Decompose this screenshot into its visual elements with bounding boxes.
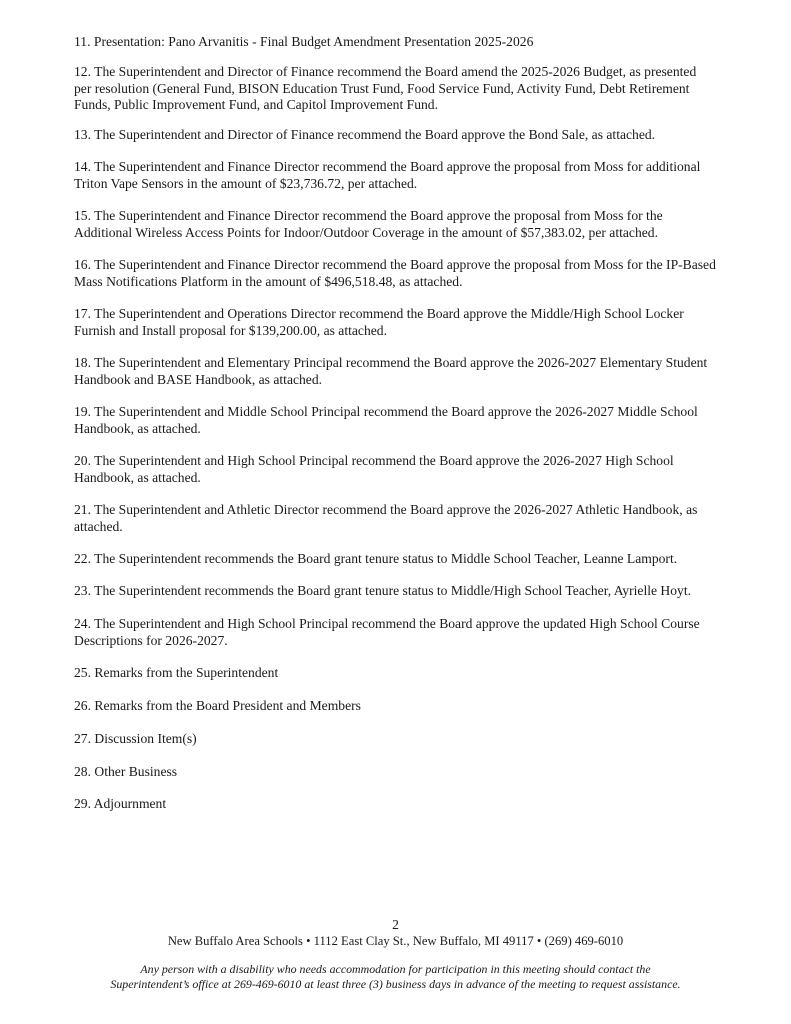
agenda-item-line: Handbook, as attached.: [74, 420, 201, 436]
accessibility-notice: [0, 962, 791, 992]
agenda-item-27: [74, 731, 744, 748]
agenda-item-24: [74, 616, 744, 649]
agenda-item-15: [74, 208, 744, 241]
agenda-item-line: Handbook and BASE Handbook, as attached.: [74, 371, 323, 387]
agenda-item-22: [74, 551, 744, 568]
agenda-item-18: [74, 355, 744, 388]
agenda-item-17: [74, 306, 744, 339]
agenda-item-13: [74, 127, 744, 144]
agenda-item-line: 25. Remarks from the Superintendent: [74, 665, 279, 680]
agenda-item-line: Handbook, as attached.: [74, 469, 201, 485]
agenda-item-line: 20. The Superintendent and High School Principal recommend the Board approve the 2026-2027 High School: [74, 453, 674, 468]
agenda-item-11: [74, 34, 744, 51]
footer-address-text: New Buffalo Area Schools • 1112 East Clay St., New Buffalo, MI 49117 • (269) 469-6010: [167, 934, 624, 948]
notice-line: Superintendent’s office at 269-469-6010 at least three (3) business days in advance of the meeting to request assistance.: [110, 977, 681, 991]
agenda-item-line: 29. Adjournment: [74, 796, 167, 811]
agenda-item-line: 18. The Superintendent and Elementary Principal recommend the Board approve the 2026-2027 Elementary Student: [74, 355, 708, 370]
agenda-item-26: [74, 698, 744, 715]
page-number: 2: [392, 917, 399, 932]
agenda-item-14: [74, 159, 744, 192]
agenda-item-line: 27. Discussion Item(s): [74, 731, 197, 746]
agenda-item-line: 28. Other Business: [74, 764, 178, 779]
agenda-item-28: [74, 764, 744, 781]
agenda-item-line: 14. The Superintendent and Finance Director recommend the Board approve the proposal from Moss for additional: [74, 159, 701, 174]
agenda-item-line: Mass Notifications Platform in the amount of $496,518.48, as attached.: [74, 273, 463, 289]
agenda-item-line: 11. Presentation: Pano Arvanitis - Final Budget Amendment Presentation 2025-2026: [74, 34, 534, 49]
agenda-item-line: 19. The Superintendent and Middle School Principal recommend the Board approve the 2026-2027 Middle School: [74, 404, 698, 419]
agenda-item-line: 23. The Superintendent recommends the Board grant tenure status to Middle/High School Teacher, Ayrielle Hoyt.: [74, 583, 692, 598]
agenda-item-line: 16. The Superintendent and Finance Director recommend the Board approve the proposal from Moss for the IP-Based: [74, 257, 716, 272]
agenda-item-20: [74, 453, 744, 486]
agenda-item-29: [74, 796, 744, 813]
agenda-item-12: [74, 64, 744, 114]
notice-line: Any person with a disability who needs accommodation for participation in this meeting should contact the: [140, 962, 651, 976]
footer-address: [0, 934, 791, 949]
agenda-item-line: 24. The Superintendent and High School Principal recommend the Board approve the updated High School Course: [74, 616, 700, 631]
agenda-item-line: Descriptions for 2026-2027.: [74, 632, 228, 648]
agenda-item-23: [74, 583, 744, 600]
agenda-item-21: [74, 502, 744, 535]
agenda-item-line: 15. The Superintendent and Finance Director recommend the Board approve the proposal from Moss for the: [74, 208, 663, 223]
agenda-item-line: Triton Vape Sensors in the amount of $23,736.72, per attached.: [74, 175, 418, 191]
agenda-item-line: Funds, Public Improvement Fund, and Capitol Improvement Fund.: [74, 97, 438, 113]
agenda-item-16: [74, 257, 744, 290]
agenda-item-line: Additional Wireless Access Points for Indoor/Outdoor Coverage in the amount of $57,383.02, per attached.: [74, 224, 658, 240]
agenda-item-25: [74, 665, 744, 682]
agenda-item-line: per resolution (General Fund, BISON Education Trust Fund, Food Service Fund, Activity Fund, Debt Retirement: [74, 80, 690, 96]
agenda-item-line: attached.: [74, 518, 123, 534]
agenda-item-line: 12. The Superintendent and Director of Finance recommend the Board amend the 2025-2026 Budget, as presented: [74, 64, 697, 79]
agenda-item-line: Furnish and Install proposal for $139,200.00, as attached.: [74, 322, 387, 338]
agenda-item-line: 22. The Superintendent recommends the Board grant tenure status to Middle School Teacher, Leanne Lamport.: [74, 551, 678, 566]
agenda-item-19: [74, 404, 744, 437]
agenda-item-line: 13. The Superintendent and Director of Finance recommend the Board approve the Bond Sale, as attached.: [74, 127, 656, 142]
agenda-item-line: 26. Remarks from the Board President and Members: [74, 698, 361, 713]
agenda-item-line: 21. The Superintendent and Athletic Director recommend the Board approve the 2026-2027 Athletic Handbook, as: [74, 502, 698, 517]
agenda-item-line: 17. The Superintendent and Operations Director recommend the Board approve the Middle/High School Locker: [74, 306, 684, 321]
